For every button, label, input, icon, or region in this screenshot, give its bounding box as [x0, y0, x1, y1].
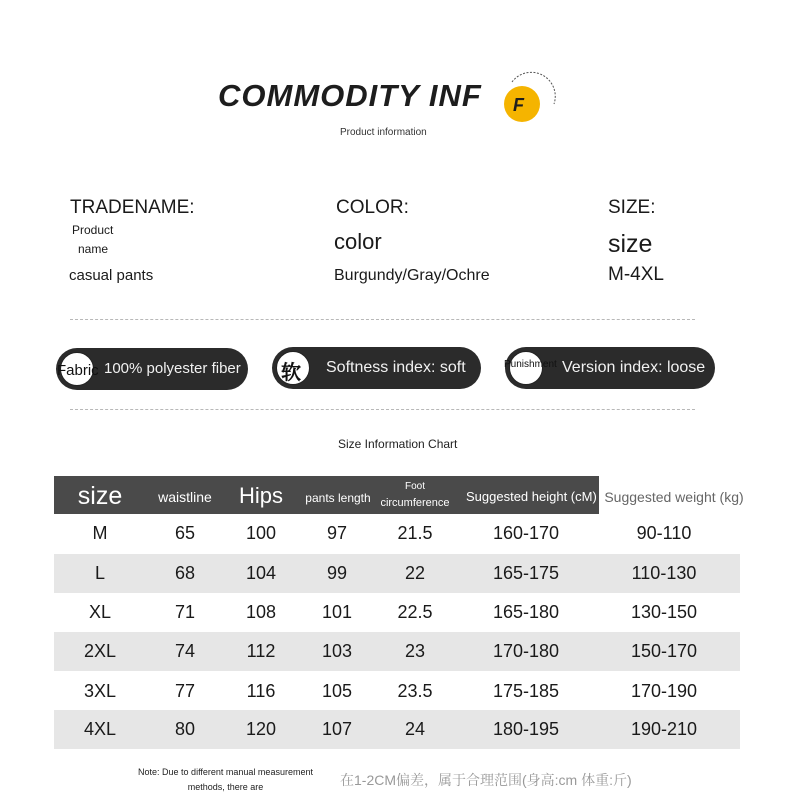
footnote-line1: Note: Due to different manual measurement: [138, 767, 313, 777]
cell-hips: 120: [245, 719, 277, 739]
cell-size: L: [94, 563, 105, 583]
header-pants-length: pants length: [305, 491, 371, 505]
fabric-text: 100% polyester fiber: [104, 360, 241, 377]
header-waistline: waistline: [158, 489, 212, 505]
version-icon-label: Punishment: [504, 359, 557, 370]
svg-text:F: F: [513, 95, 524, 115]
cell-foot: 23: [404, 641, 426, 661]
table-row: [54, 554, 740, 593]
divider: [70, 319, 695, 320]
cell-height: 180-195: [492, 719, 560, 739]
color-sub: color: [334, 229, 382, 254]
header-suggested-height: Suggested height (cM): [466, 489, 597, 504]
cell-hips: 112: [246, 641, 276, 661]
cell-hips: 108: [245, 602, 277, 622]
cell-length: 101: [321, 602, 353, 622]
tradename-sub2: name: [78, 242, 109, 256]
divider: [70, 409, 695, 410]
tradename-value: casual pants: [69, 267, 154, 284]
cell-foot: 21.5: [397, 523, 433, 543]
cell-waist: 80: [174, 719, 196, 739]
cell-length: 99: [326, 563, 348, 583]
cell-size: M: [92, 523, 108, 543]
cell-size: 2XL: [83, 641, 117, 661]
cell-length: 105: [321, 681, 353, 701]
cell-size: 4XL: [83, 719, 117, 739]
cell-foot: 22: [404, 563, 426, 583]
header-foot-line2: circumference: [380, 497, 450, 509]
cell-length: 97: [326, 523, 348, 543]
cell-size: 3XL: [83, 681, 117, 701]
footnote-line2: methods, there are: [187, 782, 264, 792]
cell-height: 165-180: [492, 602, 560, 622]
page-title: COMMODITY INF: [218, 78, 482, 113]
softness-pill: [272, 347, 481, 389]
cell-waist: 65: [174, 523, 196, 543]
cell-foot: 23.5: [397, 681, 433, 701]
cell-length: 107: [321, 719, 353, 739]
tradename-heading: TRADENAME:: [70, 197, 195, 218]
table-row: [54, 632, 740, 671]
cell-waist: 71: [174, 602, 196, 622]
page-subtitle: Product information: [340, 127, 427, 138]
table-row: [54, 593, 740, 632]
table-row: [54, 710, 740, 749]
cell-height: 170-180: [492, 641, 560, 661]
chart-title: Size Information Chart: [338, 437, 458, 451]
cell-hips: 116: [246, 681, 276, 701]
table-row: [54, 672, 740, 711]
size-value: M-4XL: [608, 264, 664, 285]
color-heading: COLOR:: [336, 197, 409, 218]
cell-foot: 22.5: [397, 602, 433, 622]
table-row: [54, 514, 740, 553]
footnote-continuation: 在1-2CM偏差，属于合理范围(身高:cm 体重:斤): [340, 772, 632, 788]
brand-badge-icon: [500, 70, 558, 128]
table-header: [54, 476, 744, 514]
fabric-pill: [56, 348, 248, 390]
cell-weight: 110-130: [631, 563, 697, 583]
cell-hips: 104: [245, 563, 277, 583]
size-heading: SIZE:: [608, 197, 656, 218]
cell-weight: 150-170: [630, 641, 698, 661]
tradename-sub1: Product: [72, 223, 114, 237]
softness-icon-label: 软: [281, 362, 301, 384]
cell-weight: 130-150: [630, 602, 698, 622]
size-sub: size: [608, 230, 653, 258]
cell-waist: 77: [174, 681, 196, 701]
fabric-icon-label: Fabric: [57, 362, 99, 379]
version-pill: [505, 347, 715, 389]
color-value: Burgundy/Gray/Ochre: [334, 267, 490, 284]
header-foot-line1: Foot: [404, 481, 425, 492]
cell-foot: 24: [404, 719, 426, 739]
header-size: size: [77, 482, 123, 510]
softness-text: Softness index: soft: [326, 359, 466, 376]
cell-weight: 90-110: [636, 523, 692, 543]
cell-height: 160-170: [492, 523, 560, 543]
footnote: [133, 765, 318, 795]
cell-hips: 100: [245, 523, 277, 543]
cell-weight: 170-190: [630, 681, 698, 701]
cell-waist: 74: [174, 641, 196, 661]
version-text: Version index: loose: [562, 359, 706, 376]
cell-height: 175-185: [492, 681, 560, 701]
cell-weight: 190-210: [630, 719, 698, 739]
header-hips: Hips: [238, 483, 283, 508]
cell-height: 165-175: [492, 563, 560, 583]
cell-length: 103: [321, 641, 353, 661]
header-suggested-weight: Suggested weight (kg): [604, 489, 744, 505]
cell-waist: 68: [174, 563, 196, 583]
cell-size: XL: [88, 602, 112, 622]
